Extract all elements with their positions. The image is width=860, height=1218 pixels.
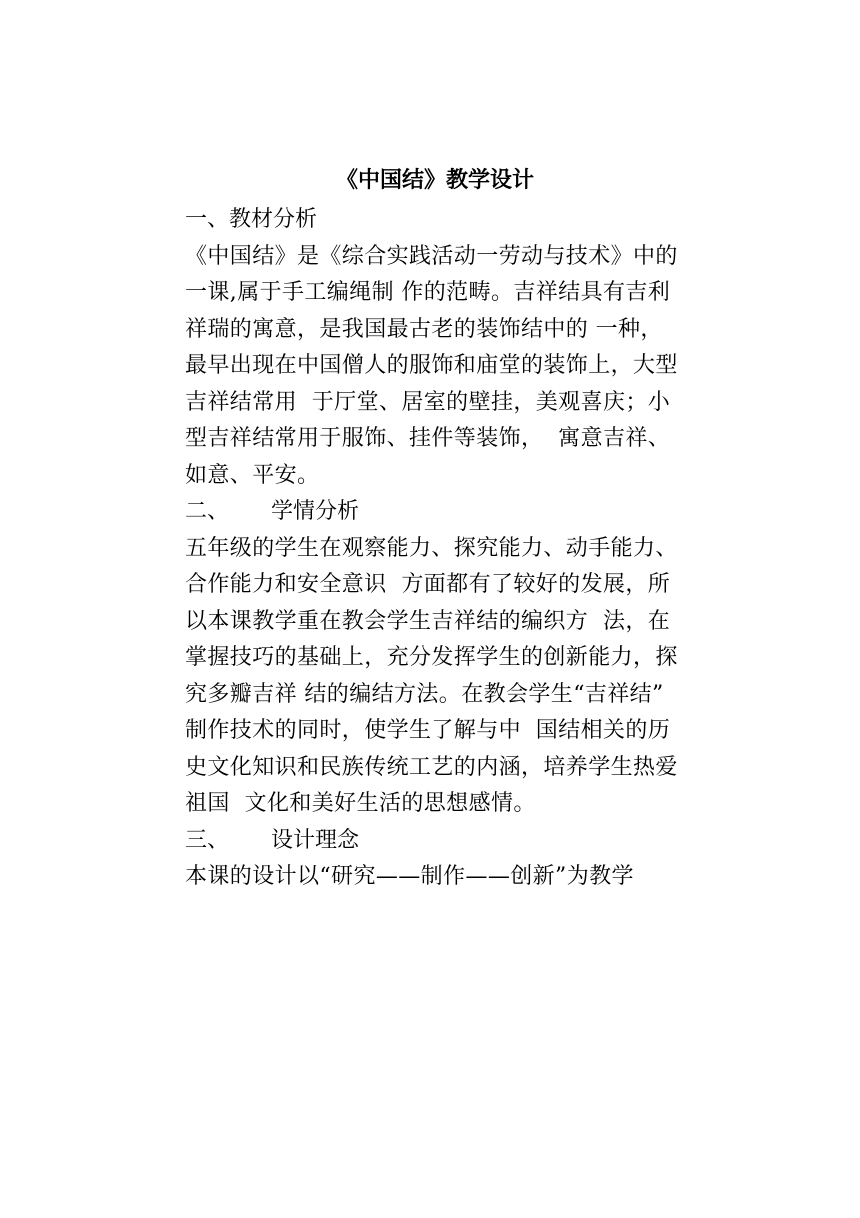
paragraph-line: 吉祥结常用 于厅堂、居室的壁挂，美观喜庆；小 xyxy=(185,389,671,415)
paragraph-line: 如意、平安。 xyxy=(185,462,320,488)
paragraph-line: 掌握技巧的基础上，充分发挥学生的创新能力，探 xyxy=(185,645,678,670)
section-textbook-analysis xyxy=(185,202,685,494)
paragraph-line: 究多瓣吉祥 结的编结方法。在教会学生“吉祥结” xyxy=(185,681,664,707)
paragraph-line: 一课,属于手工编绳制 作的范畴。吉祥结具有吉利 xyxy=(185,280,671,305)
section-heading: 三、 设计理念 xyxy=(185,827,359,853)
document-title: 《中国结》教学设计 xyxy=(335,167,534,193)
section-design-concept xyxy=(185,823,685,896)
paragraph-line: 制作技术的同时，使学生了解与中 国结相关的历 xyxy=(185,718,671,743)
paragraph-line: 五年级的学生在观察能力、探究能力、动手能力、 xyxy=(185,535,678,561)
section-heading: 二、 学情分析 xyxy=(185,499,359,524)
paragraph-line: 《中国结》是《综合实践活动一劳动与技术》中的 xyxy=(185,243,678,269)
paragraph-line: 合作能力和安全意识 方面都有了较好的发展，所 xyxy=(185,572,671,597)
section-student-analysis xyxy=(185,494,685,823)
paragraph-line: 本课的设计以“研究——制作——创新”为教学 xyxy=(185,864,634,889)
paragraph-line: 最早出现在中国僧人的服饰和庙堂的装饰上，大型 xyxy=(185,353,678,378)
paragraph-line: 史文化知识和民族传统工艺的内涵，培养学生热爱 xyxy=(185,754,678,780)
paragraph-line: 型吉祥结常用于服饰、挂件等装饰， 寓意吉祥、 xyxy=(185,426,671,451)
paragraph-line: 以本课教学重在教会学生吉祥结的编织方 法，在 xyxy=(185,608,671,634)
section-heading: 一、教材分析 xyxy=(185,207,318,232)
paragraph-line: 祥瑞的寓意，是我国最古老的装饰结中的 一种， xyxy=(185,316,663,342)
document-page xyxy=(185,160,685,896)
paragraph-line: 祖国 文化和美好生活的思想感情。 xyxy=(185,791,536,816)
